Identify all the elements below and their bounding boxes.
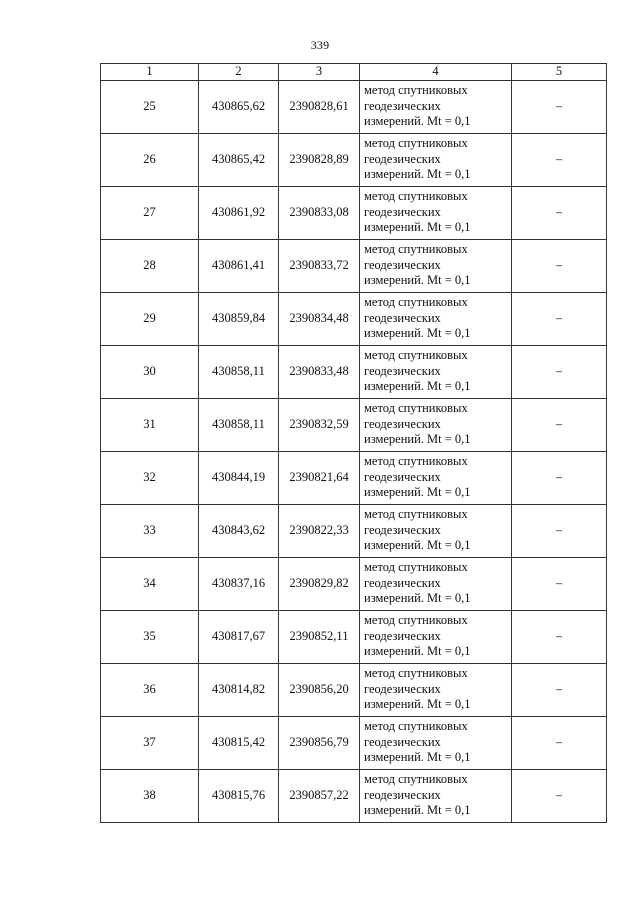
point-number-cell: 37	[101, 716, 199, 769]
method-cell	[360, 769, 512, 822]
coordinate-y-cell: 2390821,64	[279, 451, 360, 504]
method-line: геодезических	[364, 310, 441, 325]
point-number-cell: 25	[101, 80, 199, 133]
method-line: метод спутниковых	[364, 348, 468, 363]
method-line: геодезических	[364, 787, 441, 802]
method-line: измерений. Mt = 0,1	[364, 485, 471, 500]
method-cell	[360, 80, 512, 133]
note-cell: –	[512, 239, 607, 292]
table-row	[101, 769, 607, 822]
method-line: метод спутниковых	[364, 242, 468, 257]
table-row	[101, 133, 607, 186]
table-row	[101, 80, 607, 133]
note-cell: –	[512, 292, 607, 345]
method-cell	[360, 133, 512, 186]
coordinate-x-cell: 430859,84	[199, 292, 279, 345]
coordinate-y-cell: 2390822,33	[279, 504, 360, 557]
method-cell	[360, 186, 512, 239]
method-cell	[360, 504, 512, 557]
coordinate-y-cell: 2390856,79	[279, 716, 360, 769]
header-col-4: 4	[360, 64, 512, 81]
method-cell	[360, 610, 512, 663]
note-cell: –	[512, 345, 607, 398]
method-line: метод спутниковых	[364, 560, 468, 575]
coordinate-y-cell: 2390832,59	[279, 398, 360, 451]
method-line: геодезических	[364, 681, 441, 696]
table-row	[101, 610, 607, 663]
coordinate-y-cell: 2390834,48	[279, 292, 360, 345]
method-cell	[360, 557, 512, 610]
method-line: измерений. Mt = 0,1	[364, 803, 471, 818]
method-line: метод спутниковых	[364, 507, 468, 522]
method-line: измерений. Mt = 0,1	[364, 379, 471, 394]
page-number: 339	[310, 38, 330, 52]
coordinate-x-cell: 430843,62	[199, 504, 279, 557]
point-number-cell: 27	[101, 186, 199, 239]
method-line: геодезических	[364, 363, 441, 378]
coordinate-y-cell: 2390828,89	[279, 133, 360, 186]
table-row	[101, 292, 607, 345]
method-line: измерений. Mt = 0,1	[364, 114, 471, 129]
table-header-row	[101, 64, 607, 81]
coordinate-x-cell: 430858,11	[199, 398, 279, 451]
method-line: измерений. Mt = 0,1	[364, 591, 471, 606]
header-col-5: 5	[512, 64, 607, 81]
table-body	[101, 80, 607, 822]
method-line: геодезических	[364, 469, 441, 484]
point-number-cell: 28	[101, 239, 199, 292]
note-cell: –	[512, 663, 607, 716]
method-cell	[360, 398, 512, 451]
coordinate-y-cell: 2390829,82	[279, 557, 360, 610]
coordinate-y-cell: 2390857,22	[279, 769, 360, 822]
method-line: метод спутниковых	[364, 719, 468, 734]
coordinate-y-cell: 2390856,20	[279, 663, 360, 716]
coordinate-y-cell: 2390833,08	[279, 186, 360, 239]
coordinate-x-cell: 430817,67	[199, 610, 279, 663]
point-number-cell: 29	[101, 292, 199, 345]
method-line: геодезических	[364, 416, 441, 431]
method-cell	[360, 239, 512, 292]
method-line: метод спутниковых	[364, 772, 468, 787]
coordinate-x-cell: 430865,62	[199, 80, 279, 133]
point-number-cell: 33	[101, 504, 199, 557]
coordinate-x-cell: 430858,11	[199, 345, 279, 398]
coordinate-x-cell: 430815,42	[199, 716, 279, 769]
coordinate-x-cell: 430861,92	[199, 186, 279, 239]
note-cell: –	[512, 451, 607, 504]
table-row	[101, 451, 607, 504]
point-number-cell: 32	[101, 451, 199, 504]
note-cell: –	[512, 504, 607, 557]
method-line: метод спутниковых	[364, 666, 468, 681]
method-cell	[360, 663, 512, 716]
note-cell: –	[512, 769, 607, 822]
point-number-cell: 31	[101, 398, 199, 451]
note-cell: –	[512, 716, 607, 769]
method-line: метод спутниковых	[364, 189, 468, 204]
method-line: геодезических	[364, 257, 441, 272]
method-line: метод спутниковых	[364, 454, 468, 469]
coordinate-x-cell: 430865,42	[199, 133, 279, 186]
coordinate-x-cell: 430844,19	[199, 451, 279, 504]
method-line: геодезических	[364, 628, 441, 643]
method-line: измерений. Mt = 0,1	[364, 644, 471, 659]
coordinate-x-cell: 430861,41	[199, 239, 279, 292]
coordinate-x-cell: 430837,16	[199, 557, 279, 610]
table-row	[101, 398, 607, 451]
table-row	[101, 186, 607, 239]
note-cell: –	[512, 186, 607, 239]
table-row	[101, 504, 607, 557]
table-row	[101, 239, 607, 292]
table-row	[101, 345, 607, 398]
header-col-3: 3	[279, 64, 360, 81]
method-line: метод спутниковых	[364, 295, 468, 310]
method-line: измерений. Mt = 0,1	[364, 273, 471, 288]
method-line: метод спутниковых	[364, 613, 468, 628]
method-line: метод спутниковых	[364, 401, 468, 416]
method-cell	[360, 451, 512, 504]
method-line: измерений. Mt = 0,1	[364, 167, 471, 182]
coordinate-x-cell: 430815,76	[199, 769, 279, 822]
method-line: геодезических	[364, 151, 441, 166]
method-line: метод спутниковых	[364, 136, 468, 151]
method-line: геодезических	[364, 575, 441, 590]
table-row	[101, 557, 607, 610]
point-number-cell: 30	[101, 345, 199, 398]
table-row	[101, 663, 607, 716]
table-row	[101, 716, 607, 769]
coordinate-y-cell: 2390828,61	[279, 80, 360, 133]
method-cell	[360, 345, 512, 398]
point-number-cell: 36	[101, 663, 199, 716]
header-col-1: 1	[101, 64, 199, 81]
method-line: измерений. Mt = 0,1	[364, 750, 471, 765]
method-line: измерений. Mt = 0,1	[364, 326, 471, 341]
note-cell: –	[512, 557, 607, 610]
method-cell	[360, 292, 512, 345]
note-cell: –	[512, 133, 607, 186]
point-number-cell: 34	[101, 557, 199, 610]
coordinate-y-cell: 2390852,11	[279, 610, 360, 663]
note-cell: –	[512, 80, 607, 133]
method-line: измерений. Mt = 0,1	[364, 697, 471, 712]
method-line: геодезических	[364, 204, 441, 219]
method-line: геодезических	[364, 734, 441, 749]
note-cell: –	[512, 398, 607, 451]
method-line: измерений. Mt = 0,1	[364, 220, 471, 235]
note-cell: –	[512, 610, 607, 663]
header-col-2: 2	[199, 64, 279, 81]
coordinate-y-cell: 2390833,48	[279, 345, 360, 398]
point-number-cell: 38	[101, 769, 199, 822]
method-line: измерений. Mt = 0,1	[364, 538, 471, 553]
method-line: измерений. Mt = 0,1	[364, 432, 471, 447]
method-line: геодезических	[364, 98, 441, 113]
point-number-cell: 35	[101, 610, 199, 663]
method-cell	[360, 716, 512, 769]
coordinate-x-cell: 430814,82	[199, 663, 279, 716]
point-number-cell: 26	[101, 133, 199, 186]
coordinates-table	[100, 63, 607, 823]
method-line: геодезических	[364, 522, 441, 537]
method-line: метод спутниковых	[364, 83, 468, 98]
coordinate-y-cell: 2390833,72	[279, 239, 360, 292]
